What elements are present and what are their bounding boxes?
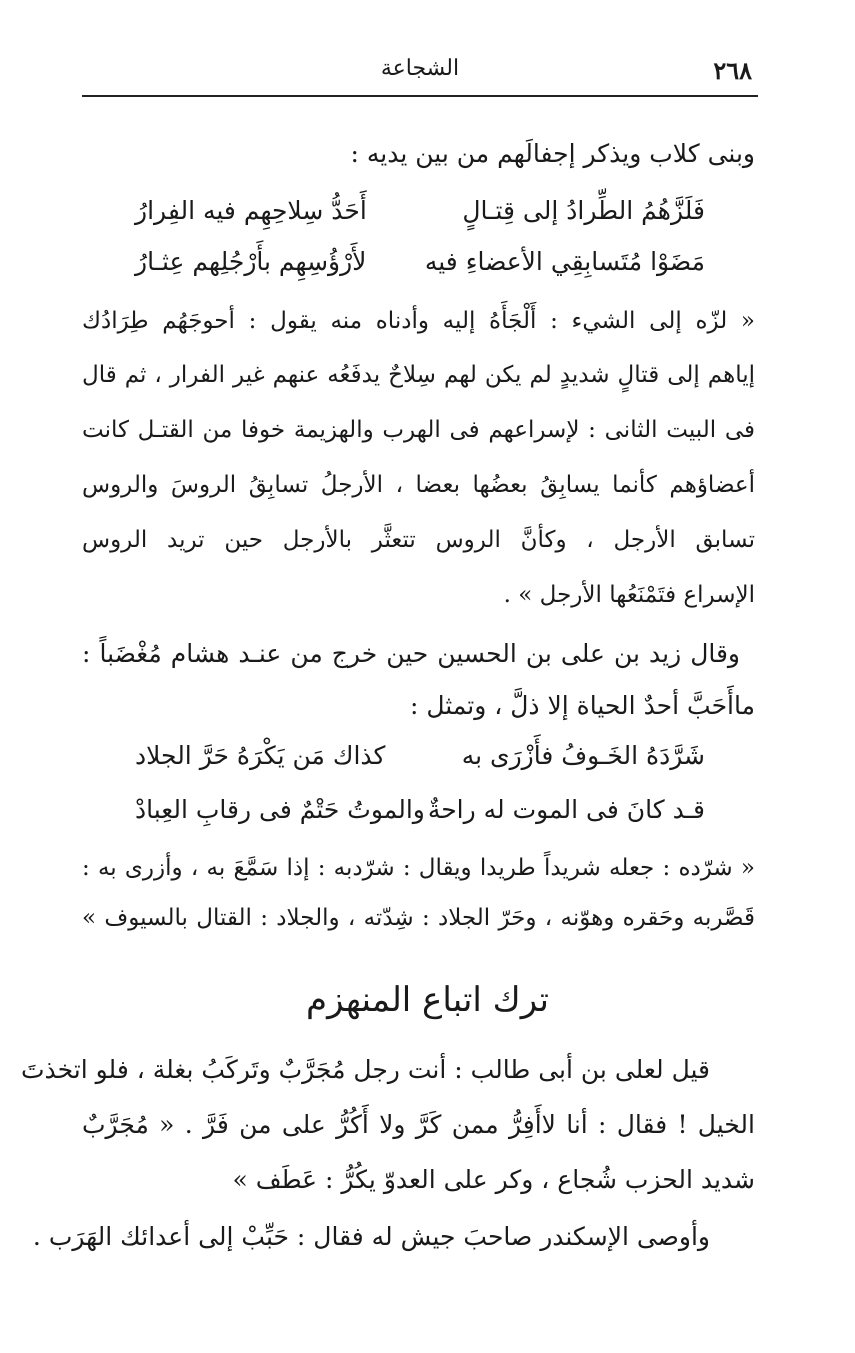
intro-line: وقال زيد بن على بن الحسين حين خرج من عنـد هشام مُغْضَباً : <box>82 639 740 668</box>
paragraph-line: وأوصى الإسكندر صاحبَ جيش له فقال : حَبِّبْ إلى أعدائك الهَرَب . <box>32 1222 710 1251</box>
page-header <box>82 52 758 92</box>
verse-first-hemistich: قـد كانَ فى الموت له راحةٌ <box>427 795 705 824</box>
verse-first-hemistich: مَضَوْا مُتَسابِقِي الأعضاءِ فيه <box>424 247 705 276</box>
commentary-line: تسابق الأرجل ، وكأنَّ الروس تتعثَّر بالأرجل حين تريد الروس <box>82 527 755 553</box>
running-title: الشجاعة <box>380 56 460 81</box>
commentary-line: « شرّده : جعله شريداً طريدا ويقال : شرّدبه : إذا سَمَّعَ به ، وأزرى به : <box>82 855 755 881</box>
page-number: ٢٦٨ <box>713 56 752 85</box>
commentary-line: « لزّه إلى الشيء : أَلْجَأَهُ إليه وأدناه منه يقول : أحوجَهُم طِرَادُك <box>82 308 755 334</box>
intro-line: وبنى كلاب ويذكر إجفالَهم من بين يديه : <box>350 139 755 168</box>
verse-line <box>135 792 705 828</box>
verse-line <box>135 738 705 774</box>
commentary-line: الإسراع فتَمْنَعُها الأرجل » . <box>503 582 755 608</box>
verse-second-hemistich: كذاك مَن يَكْرَهُ حَرَّ الجلاد <box>135 741 386 770</box>
verse-line <box>135 193 705 229</box>
verse-second-hemistich: والموتُ حَتْمٌ فى رقابِ العِبادْ <box>135 795 425 824</box>
paragraph-line: قيل لعلى بن أبى طالب : أنت رجل مُجَرَّبٌ وتَركَبُ بغلة ، فلو اتخذتَ <box>20 1055 710 1084</box>
header-rule <box>82 95 758 97</box>
intro-line: ماأَحَبَّ أحدٌ الحياة إلا ذلَّ ، وتمثل : <box>409 691 755 720</box>
commentary-line: أعضاؤهم كأنما يسابِقُ بعضُها بعضا ، الأرجلُ تسابِقُ الروسَ والروس <box>82 472 755 498</box>
section-heading: ترك اتباع المنهزم <box>306 980 549 1020</box>
verse-line <box>135 244 705 280</box>
verse-second-hemistich: أَحَدُّ سِلاحِهِم فيه الفِرارُ <box>135 196 367 225</box>
verse-first-hemistich: فَلَزَّهُمُ الطِّرادُ إلى قِتـالٍ <box>462 196 705 225</box>
verse-second-hemistich: لأَرْؤُسِهِم بأَرْجُلِهم عِثـارُ <box>135 247 367 276</box>
commentary-line: إياهم إلى قتالٍ شديدٍ لم يكن لهم سِلاحٌ يدفَعُه عنهم غير الفرار ، ثم قال <box>82 362 755 388</box>
commentary-line: قَصَّربه وحَقره وهوّنه ، وحَرّ الجلاد : شِدّته ، والجلاد : القتال بالسيوف » <box>82 905 755 931</box>
commentary-line: فى البيت الثانى : لإسراعهم فى الهرب والهزيمة خوفا من القتـل كانت <box>82 417 755 443</box>
paragraph-line: الخيل ! فقال : أنا لاأَفِرُّ ممن كَرَّ ولا أَكُرُّ على من فَرَّ . « مُجَرَّبٌ <box>82 1110 755 1139</box>
verse-first-hemistich: شَرَّدَهُ الخَـوفُ فأَزْرَى به <box>461 741 705 770</box>
paragraph-line: شديد الحزب شُجاع ، وكر على العدوّ يكُرُّ : عَطَف » <box>232 1165 755 1194</box>
